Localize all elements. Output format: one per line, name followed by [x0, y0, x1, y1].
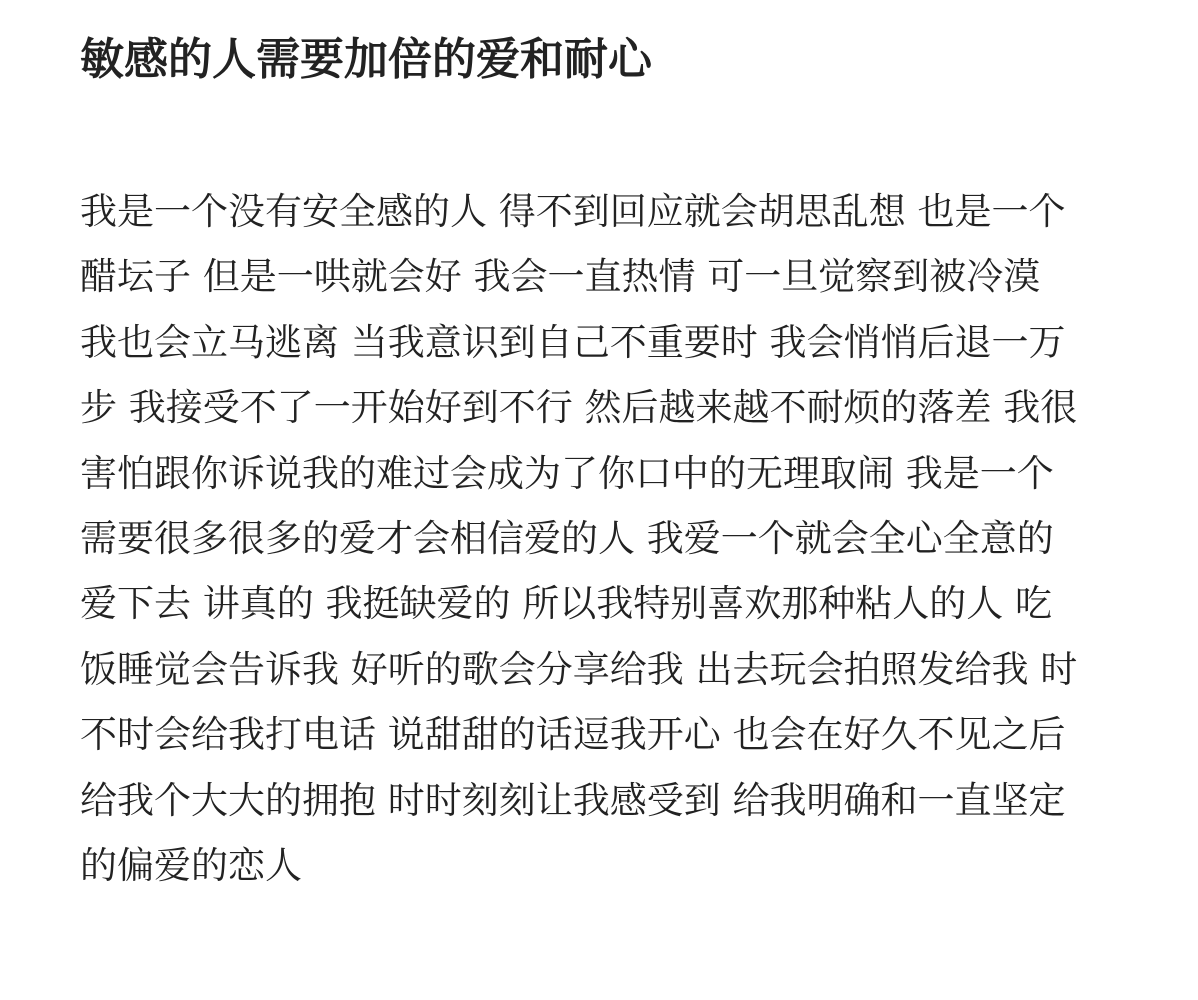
body-line: 不时会给我打电话 说甜甜的话逗我开心 也会在好久不见之后 [80, 713, 1066, 757]
body-line: 的偏爱的恋人 [80, 843, 302, 887]
article-title: 敏感的人需要加倍的爱和耐心 [80, 34, 652, 85]
body-line: 爱下去 讲真的 我挺缺爱的 所以我特别喜欢那种粘人的人 吃 [80, 582, 1053, 626]
body-line: 害怕跟你诉说我的难过会成为了你口中的无理取闹 我是一个 [80, 451, 1054, 495]
body-line: 给我个大大的拥抱 时时刻刻让我感受到 给我明确和一直坚定 [80, 778, 1066, 822]
body-line: 我也会立马逃离 当我意识到自己不重要时 我会悄悄后退一万 [80, 320, 1066, 364]
body-line: 我是一个没有安全感的人 得不到回应就会胡思乱想 也是一个 [80, 190, 1066, 233]
body-line: 需要很多很多的爱才会相信爱的人 我爱一个就会全心全意的 [80, 516, 1054, 560]
body-line: 步 我接受不了一开始好到不行 然后越来越不耐烦的落差 我很 [80, 386, 1078, 430]
body-line: 醋坛子 但是一哄就会好 我会一直热情 可一旦觉察到被冷漠 [80, 255, 1041, 299]
article-body [80, 179, 1077, 898]
body-line: 饭睡觉会告诉我 好听的歌会分享给我 出去玩会拍照发给我 时 [80, 647, 1078, 691]
